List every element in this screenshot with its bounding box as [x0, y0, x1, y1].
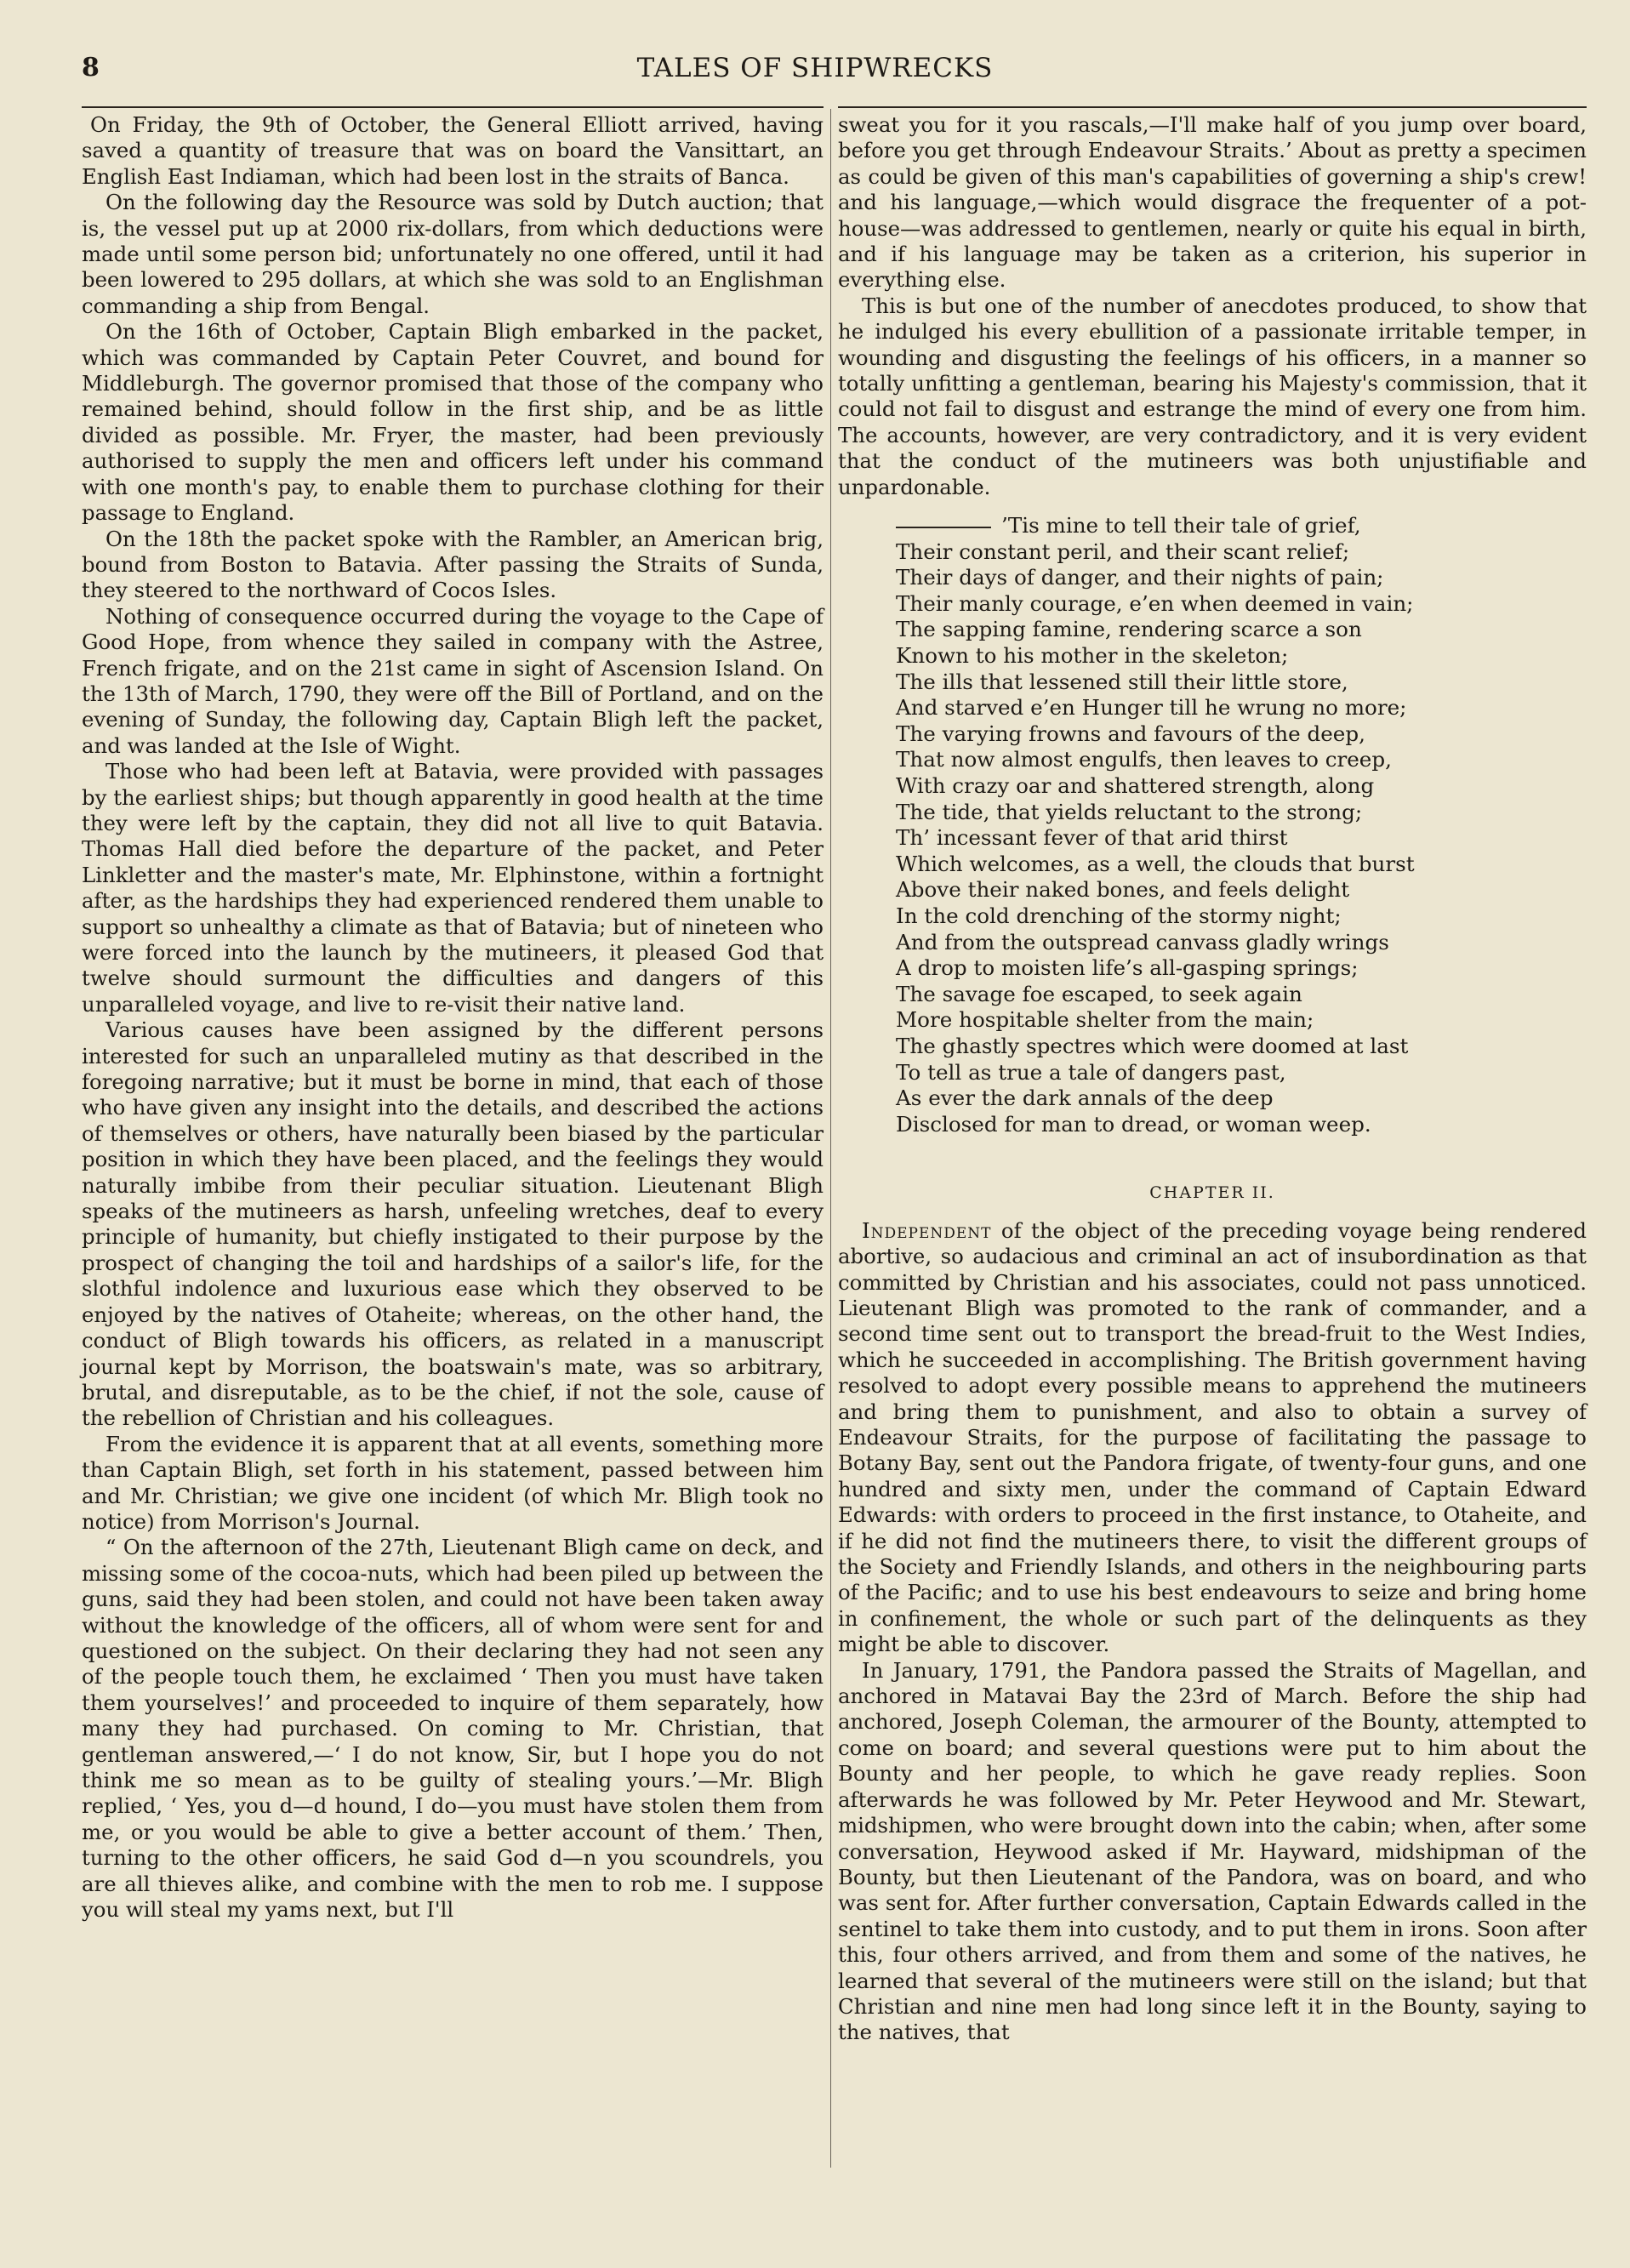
poem: [896, 513, 1587, 1137]
poem-line: Th’ incessant fever of that arid thirst: [896, 825, 1288, 851]
poem-line: As ever the dark annals of the deep: [896, 1086, 1274, 1111]
paragraph: This is but one of the number of anecdotes produced, to show that he indulged his every ebullition of a passionate irritable temper, in wounding and disgusting the feelings of his officers, in a manner so totally unfitting a gentleman, bearing his Majesty's commission, that it could not fail to disgust and estrange the mind of every one from him. The accounts, however, are very contradictory, and it is very evident that the conduct of the mutineers was both unjustifiable and unpardonable.: [838, 293, 1587, 499]
header-rule-left: [82, 106, 824, 108]
chapter-opening-text: of the object of the preceding voyage being rendered abortive, so audacious and criminal an act of insubordination as that committed by Christian and his associates, could not pass unnoticed. Lieutenant Bligh was promoted to the rank of commander, and a second time sent out to transport the bread-fruit to the West Indies, which he succeeded in accomplishing. The British government having resolved to adopt every possible means to apprehend the mutineers and bring them to punishment, and also to obtain a survey of Endeavour Straits, for the purpose of facilitating the passage to Botany Bay, sent out the Pandora frigate, of twenty-four guns, and one hundred and sixty men, under the command of Captain Edward Edwards: with orders to proceed in the first instance, to Otaheite, and if he did not find the mutineers there, to visit the different groups of the Society and Friendly Islands, and others in the neighbouring parts of the Pacific; and to use his best endeavours to seize and bring home in confinement, the whole or such part of the delinquents as they might be able to discover.: [838, 1217, 1587, 1657]
poem-line: Disclosed for man to dread, or woman weep.: [896, 1111, 1371, 1137]
paragraph: From the evidence it is apparent that at all events, something more than Captain Bligh, set forth in his statement, passed between him and Mr. Christian; we give one incident (of which Mr. Bligh took no notice) from Morrison's Journal.: [82, 1431, 824, 1534]
poem-line-text: ’Tis mine to tell their tale of grief,: [1001, 513, 1361, 539]
poem-line: Their manly courage, e’en when deemed in vain;: [896, 590, 1414, 616]
paragraph: In January, 1791, the Pandora passed the Straits of Magellan, and anchored in Matavai Bay the 23rd of March. Before the ship had anchored, Joseph Coleman, the armourer of the Bounty, attempted to come on board; and several questions were put to him about the Bounty and her people, to which he gave ready replies. Soon afterwards he was followed by Mr. Peter Heywood and Mr. Stewart, midshipmen, who were brought down into the cabin; when, after some conversation, Heywood asked if Mr. Hayward, midshipman of the Bounty, but then Lieutenant of the Pandora, was on board, and who was sent for. After further conversation, Captain Edwards called in the sentinel to take them into custody, and to put them in irons. Soon after this, four others arrived, and from them and some of the natives, he learned that several of the mutineers were still on the island; but that Christian and nine men had long since left it in the Bounty, saying to the natives, that: [838, 1657, 1587, 2045]
paragraph: On the following day the Resource was sold by Dutch auction; that is, the vessel put up at 2000 rix-dollars, from which deductions were made until some person bid; unfortunately no one offered, until it had been lowered to 295 dollars, at which she was sold to an Englishman commanding a ship from Bengal.: [82, 190, 824, 318]
chapter-heading: CHAPTER II.: [1149, 1183, 1275, 1203]
poem-line: The sapping famine, rendering scarce a son: [896, 617, 1362, 642]
poem-line: The ghastly spectres which were doomed at last: [896, 1033, 1409, 1058]
poem-line: The varying frowns and favours of the deep,: [896, 721, 1365, 746]
paragraph: On the 18th the packet spoke with the Rambler, an American brig, bound from Boston to Batavia. After passing the Straits of Sunda, they steered to the northward of Cocos Isles.: [82, 526, 824, 603]
poem-line: To tell as true a tale of dangers past,: [896, 1059, 1286, 1085]
poem-line: [896, 513, 1587, 539]
chapter-opening-word: Independent: [862, 1217, 992, 1243]
poem-line: The tide, that yields reluctant to the strong;: [896, 799, 1363, 824]
poem-line: That now almost engulfs, then leaves to creep,: [896, 747, 1392, 772]
left-column: [82, 112, 824, 1923]
poem-line: And starved e’en Hunger till he wrung no more;: [896, 695, 1407, 721]
poem-line: More hospitable shelter from the main;: [896, 1007, 1314, 1033]
poem-line: And from the outspread canvass gladly wrings: [896, 929, 1389, 954]
poem-line: Which welcomes, as a well, the clouds that burst: [896, 851, 1415, 876]
poem-line: The savage foe escaped, to seek again: [896, 981, 1302, 1006]
poem-line: Known to his mother in the skeleton;: [896, 643, 1289, 669]
paragraph: On Friday, the 9th of October, the General Elliott arrived, having saved a quantity of treasure that was on board the Vansittart, an English East Indiaman, which had been lost in the straits of Banca.: [82, 112, 824, 189]
poem-lead-rule: [896, 527, 991, 528]
header-rule-right: [838, 106, 1587, 108]
paragraph: Nothing of consequence occurred during the voyage to the Cape of Good Hope, from whence they sailed in company with the Astree, French frigate, and on the 21st came in sight of Ascension Island. On the 13th of March, 1790, they were off the Bill of Portland, and on the evening of Sunday, the following day, Captain Bligh left the packet, and was landed at the Isle of Wight.: [82, 603, 824, 758]
column-divider: [830, 109, 831, 2168]
paragraph: On the 16th of October, Captain Bligh embarked in the packet, which was commanded by Captain Peter Couvret, and bound for Middleburgh. The governor promised that those of the company who remained behind, should follow in the first ship, and be as little divided as possible. Mr. Fryer, the master, had been previously authorised to supply the men and officers left under his command with one month's pay, to enable them to purchase clothing for their passage to England.: [82, 319, 824, 526]
poem-line: In the cold drenching of the stormy night;: [896, 903, 1342, 928]
running-title: TALES OF SHIPWRECKS: [636, 53, 994, 83]
page-number: 8: [82, 53, 100, 83]
paragraph: Various causes have been assigned by the different persons interested for such an unparalleled mutiny as that described in the foregoing narrative; but it must be borne in mind, that each of those who have given any insight into the details, and described the actions of themselves or others, have naturally been biased by the particular position in which they have been placed, and the feelings they would naturally imbibe from their peculiar situation. Lieutenant Bligh speaks of the mutineers as harsh, unfeeling wretches, deaf to every principle of humanity, but chiefly instigated to their purpose by the prospect of changing the toil and hardships of a sailor's life, for the slothful indolence and luxurious ease which they observed to be enjoyed by the natives of Otaheite; whereas, on the other hand, the conduct of Bligh towards his officers, as related in a manuscript journal kept by Morrison, the boatswain's mate, was so arbitrary, brutal, and disreputable, as to be the chief, if not the sole, cause of the rebellion of Christian and his colleagues.: [82, 1017, 824, 1431]
paragraph: sweat you for it you rascals,—I'll make half of you jump over board, before you get through Endeavour Straits.’ About as pretty a specimen as could be given of this man's capabilities of governing a ship's crew! and his language,—which would disgrace the frequenter of a pot-house—was addressed to gentlemen, nearly or quite his equal in birth, and if his language may be taken as a criterion, his superior in everything else.: [838, 112, 1587, 293]
poem-line: Their constant peril, and their scant relief;: [896, 539, 1350, 564]
poem-line: A drop to moisten life’s all-gasping springs;: [896, 955, 1359, 981]
poem-line: The ills that lessened still their little store,: [896, 669, 1348, 694]
paragraph: Those who had been left at Batavia, were provided with passages by the earliest ships; but though apparently in good health at the time they were left by the captain, they did not all live to quit Batavia. Thomas Hall died before the departure of the packet, and Peter Linkletter and the master's mate, Mr. Elphinstone, within a fortnight after, as the hardships they had experienced rendered them unable to support so unhealthy a climate as that of Batavia; but of nineteen who were forced into the launch by the mutineers, it pleased God that twelve should surmount the difficulties and dangers of this unparalleled voyage, and live to re-visit their native land.: [82, 759, 824, 1017]
chapter-opening-paragraph: [838, 1218, 1587, 1658]
poem-line: With crazy oar and shattered strength, along: [896, 773, 1375, 799]
poem-line: Above their naked bones, and feels delight: [896, 877, 1350, 903]
right-column: [838, 112, 1587, 2046]
poem-line: Their days of danger, and their nights of pain;: [896, 565, 1384, 590]
paragraph: “ On the afternoon of the 27th, Lieutenant Bligh came on deck, and missing some of the cocoa-nuts, which had been piled up between the guns, said they had been stolen, and could not have been taken away without the knowledge of the officers, all of whom were sent for and questioned on the subject. On their declaring they had not seen any of the people touch them, he exclaimed ‘ Then you must have taken them yourselves!’ and proceeded to inquire of them separately, how many they had purchased. On coming to Mr. Christian, that gentleman answered,—‘ I do not know, Sir, but I hope you do not think me so mean as to be guilty of stealing yours.’—Mr. Bligh replied, ‘ Yes, you d—d hound, I do—you must have stolen them from me, or you would be able to give a better account of them.’ Then, turning to the other officers, he said God d—n you scoundrels, you are all thieves alike, and combine with the men to rob me. I suppose you will steal my yams next, but I'll: [82, 1535, 824, 1923]
